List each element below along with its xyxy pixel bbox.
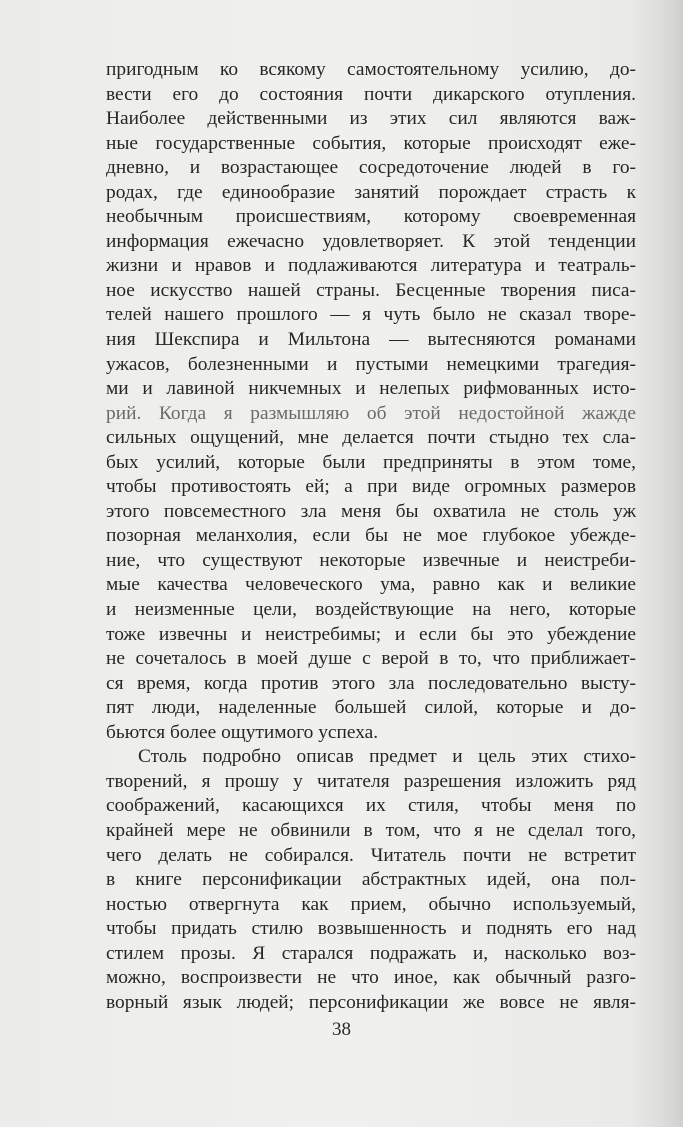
text-line: в книге персонификации абстрактных идей, она пол-	[106, 869, 636, 891]
text-line: бьются более ощутимого успеха.	[106, 721, 379, 743]
text-line: ми и лавиной никчемных и нелепых рифмованных исто-	[106, 378, 636, 400]
text-line: творений, я прошу у читателя разрешения изложить ряд	[106, 770, 636, 792]
text-line: ся время, когда против этого зла последовательно высту-	[106, 672, 636, 694]
body-text	[106, 58, 636, 1015]
text-line: пригодным ко всякому самостоятельному усилию, до-	[106, 59, 636, 80]
text-line: ния Шекспира и Мильтона — вытесняются романами	[106, 329, 636, 351]
text-line: чего делать не собирался. Читатель почти не встретит	[106, 844, 636, 866]
text-line: дневно, и возрастающее сосредоточение людей в го-	[106, 157, 636, 179]
text-line: родах, где единообразие занятий порождает страсть к	[106, 181, 636, 203]
text-line: рий. Когда я размышляю об этой недостойной жажде	[106, 402, 636, 424]
text-line: можно, воспроизвести не что иное, как обычный разго-	[106, 967, 636, 989]
text-line: ние, что существуют некоторые извечные и неистреби-	[106, 549, 636, 571]
paragraph-start-line: Столь подробно описав предмет и цель этих стихо-	[138, 746, 636, 768]
text-line: стилем прозы. Я старался подражать и, насколько воз-	[106, 942, 636, 964]
text-line: чтобы противостоять ей; а при виде огромных размеров	[106, 476, 636, 498]
text-line: позорная меланхолия, если бы не мое глубокое убежде-	[106, 525, 636, 547]
text-line: ворный язык людей; персонификации же вовсе не явля-	[106, 991, 636, 1013]
text-line: бых усилий, которые были предприняты в этом томе,	[106, 451, 636, 473]
text-line: сильных ощущений, мне делается почти стыдно тех сла-	[106, 427, 636, 449]
text-line: пят люди, наделенные большей силой, которые и до-	[106, 697, 636, 719]
text-line: телей нашего прошлого — я чуть было не сказал творе-	[106, 304, 636, 326]
text-line: ностью отвергнута как прием, обычно используемый,	[106, 893, 636, 915]
page-number: 38	[332, 1019, 351, 1040]
text-line: мые качества человеческого ума, равно как и великие	[106, 574, 636, 596]
text-line: ужасов, болезненными и пустыми немецкими трагедия-	[106, 353, 636, 375]
text-line: этого повсеместного зла меня бы охватила не столь уж	[106, 500, 636, 522]
text-line: ное искусство нашей страны. Бесценные творения писа-	[106, 279, 636, 301]
text-line: Наиболее действенными из этих сил являются важ-	[106, 108, 636, 130]
text-line: и неизменные цели, воздействующие на него, которые	[106, 599, 636, 621]
text-line: крайней мере не обвинили в том, что я не сделал того,	[106, 819, 636, 841]
text-line: не сочеталось в моей душе с верой в то, что приближает-	[106, 648, 636, 670]
text-line: соображений, касающихся их стиля, чтобы меня по	[106, 795, 636, 817]
text-line: жизни и нравов и подлаживаются литература и театраль-	[106, 255, 636, 277]
text-line: чтобы придать стилю возвышенность и поднять его над	[106, 918, 636, 940]
text-line: вести его до состояния почти дикарского отупления.	[106, 83, 636, 105]
text-line: необычным происшествиям, которому своевременная	[106, 206, 636, 228]
text-line: ные государственные события, которые происходят еже-	[106, 132, 636, 154]
text-line: информация ежечасно удовлетворяет. К этой тенденции	[106, 230, 636, 252]
text-line: тоже извечны и неистребимы; и если бы это убеждение	[106, 623, 636, 645]
